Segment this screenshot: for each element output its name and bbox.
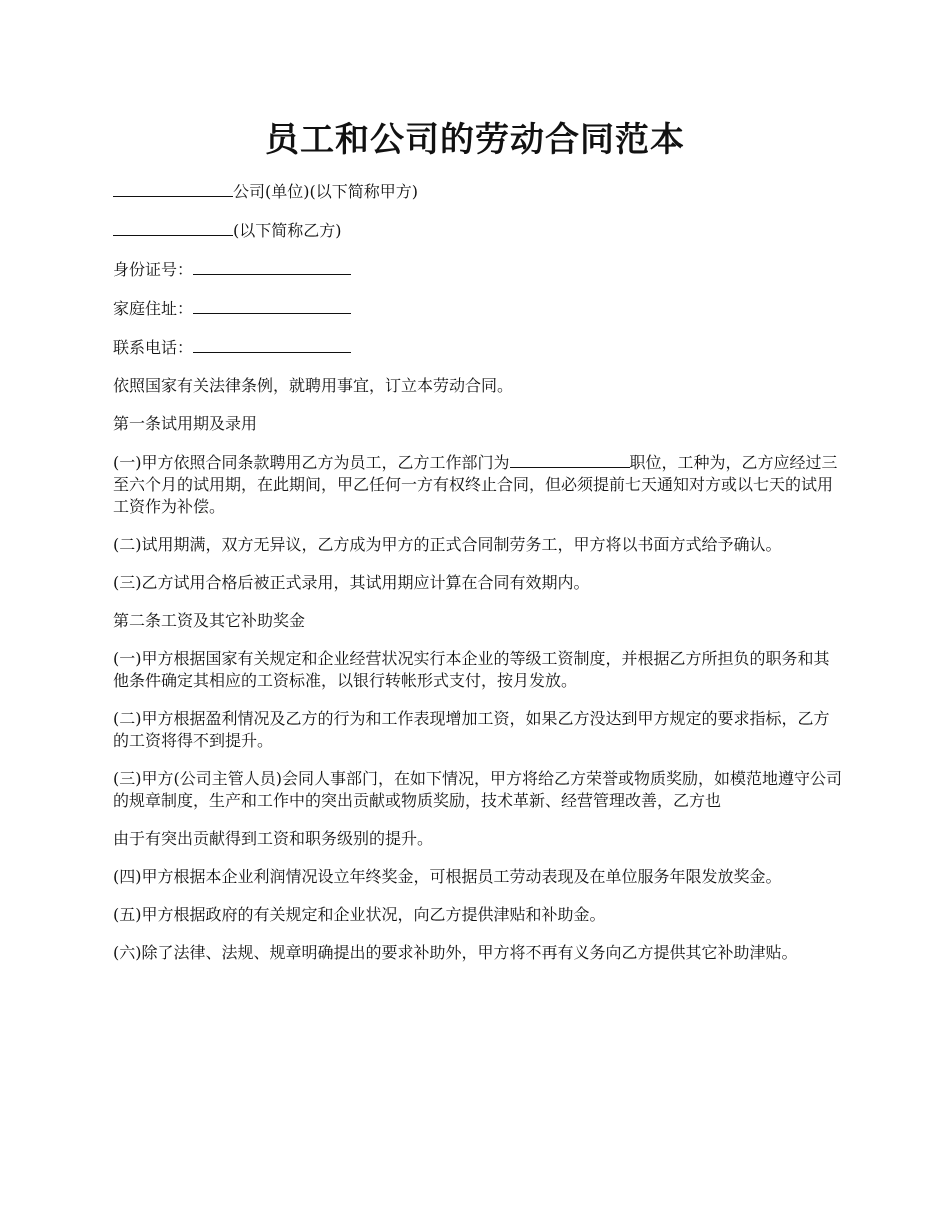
article2-item6: (六)除了法律、法规、规章明确提出的要求补助外，甲方将不再有义务向乙方提供其它补助津贴。 bbox=[113, 943, 798, 962]
article2-item5: (五)甲方根据政府的有关规定和企业状况，向乙方提供津贴和补助金。 bbox=[113, 905, 606, 924]
party-b-label: (以下简称乙方) bbox=[233, 221, 342, 240]
article2-item2: (二)甲方根据盈利情况及乙方的行为和工作表现增加工资，如果乙方没达到甲方规定的要求指标，乙方的工资将得不到提升。 bbox=[113, 709, 830, 750]
department-blank[interactable] bbox=[510, 451, 630, 468]
article1-item1-text-b: 职位，工种为，乙方应经过三至六个月的试用期，在此期间，甲乙任何一方有权终止合同，但必须提前七天通知对方或以七天的试用工资作为补偿。 bbox=[113, 453, 838, 516]
article1-item2: (二)试用期满，双方无异议，乙方成为甲方的正式合同制劳务工，甲方将以书面方式给予确认。 bbox=[113, 535, 782, 554]
address-blank[interactable] bbox=[193, 297, 351, 314]
article2-heading: 第二条工资及其它补助奖金 bbox=[113, 611, 306, 630]
article1-item1 bbox=[113, 451, 843, 518]
party-a-label: 公司(单位)(以下简称甲方) bbox=[233, 182, 418, 201]
article2-item3: (三)甲方(公司主管人员)会同人事部门，在如下情况，甲方将给乙方荣誉或物质奖励，如模范地遵守公司的规章制度，生产和工作中的突出贡献或物质奖励，技术革新、经营管理改善，乙方也 bbox=[113, 769, 842, 810]
address-line bbox=[113, 297, 843, 320]
article2-item1: (一)甲方根据国家有关规定和企业经营状况实行本企业的等级工资制度，并根据乙方所担负的职务和其他条件确定其相应的工资标准，以银行转帐形式支付，按月发放。 bbox=[113, 649, 830, 690]
document-title: 员工和公司的劳动合同范本 bbox=[265, 120, 685, 160]
party-b-blank[interactable] bbox=[113, 219, 233, 236]
id-number-line bbox=[113, 258, 843, 281]
article1-heading: 第一条试用期及录用 bbox=[113, 414, 258, 433]
article1-item3: (三)乙方试用合格后被正式录用，其试用期应计算在合同有效期内。 bbox=[113, 573, 590, 592]
party-b-line bbox=[113, 219, 843, 242]
phone-blank[interactable] bbox=[193, 336, 351, 353]
article2-item3-continued: 由于有突出贡献得到工资和职务级别的提升。 bbox=[113, 829, 434, 848]
intro-paragraph: 依照国家有关法律条例，就聘用事宜，订立本劳动合同。 bbox=[113, 376, 514, 395]
phone-label: 联系电话： bbox=[113, 338, 194, 357]
party-a-line bbox=[113, 180, 843, 203]
article1-item1-text-a: (一)甲方依照合同条款聘用乙方为员工，乙方工作部门为 bbox=[113, 453, 510, 472]
party-a-blank[interactable] bbox=[113, 180, 233, 197]
document-body bbox=[113, 180, 843, 980]
id-number-blank[interactable] bbox=[193, 258, 351, 275]
article2-item4: (四)甲方根据本企业利润情况设立年终奖金，可根据员工劳动表现及在单位服务年限发放奖金。 bbox=[113, 867, 782, 886]
id-number-label: 身份证号： bbox=[113, 260, 194, 279]
phone-line bbox=[113, 336, 843, 359]
address-label: 家庭住址： bbox=[113, 299, 194, 318]
